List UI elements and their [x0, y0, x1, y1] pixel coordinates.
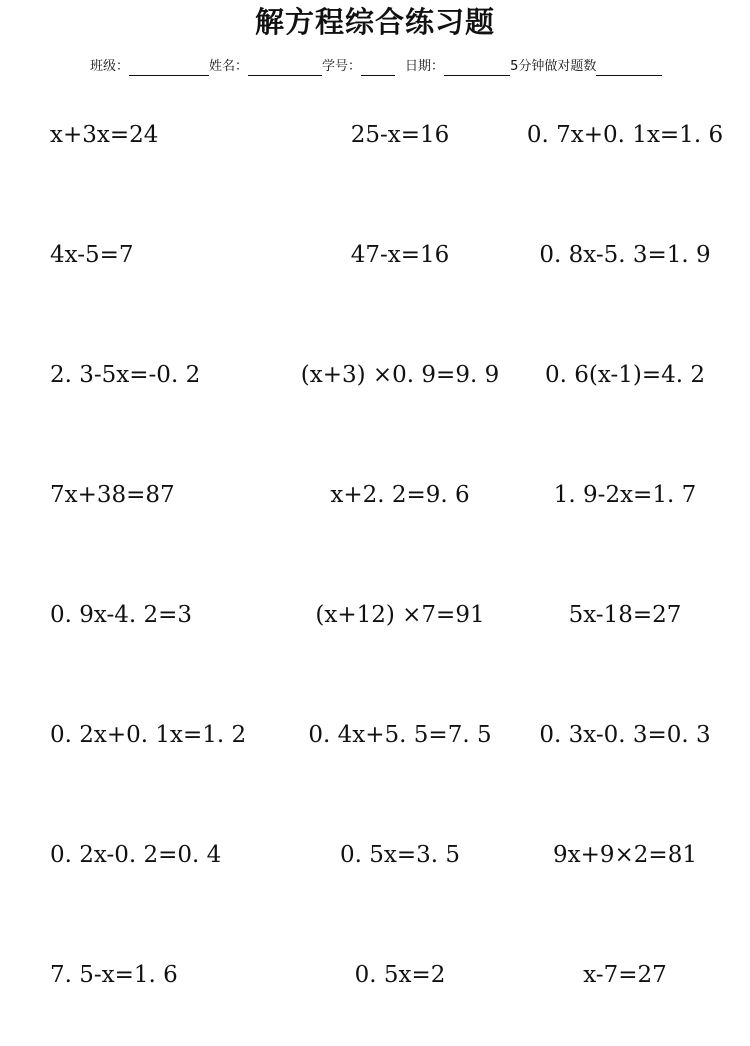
equation: 7x+38=87	[50, 482, 175, 508]
equation: 0. 6(x-1)=4. 2	[545, 362, 705, 388]
equation: 1. 9-2x=1. 7	[553, 482, 697, 508]
equation: 0. 2x-0. 2=0. 4	[50, 842, 222, 868]
equation: 0. 5x=2	[354, 962, 446, 988]
equation: 0. 3x-0. 3=0. 3	[539, 722, 711, 748]
equation-row-1	[0, 115, 750, 155]
equation-row-5	[0, 595, 750, 635]
student-number-blank[interactable]	[361, 61, 395, 76]
name-label: 姓名：	[209, 59, 249, 74]
date-blank[interactable]	[444, 61, 510, 76]
equation-row-2	[0, 235, 750, 275]
equation-row-7	[0, 835, 750, 875]
equation: 0. 4x+5. 5=7. 5	[308, 722, 492, 748]
equation: (x+3) ×0. 9=9. 9	[300, 362, 500, 388]
equation-row-8	[0, 955, 750, 995]
equation: 47-x=16	[350, 242, 450, 268]
equation: x-7=27	[583, 962, 667, 988]
equation: 5x-18=27	[568, 602, 682, 628]
equation: 0. 9x-4. 2=3	[50, 602, 193, 628]
equation: x+3x=24	[50, 122, 159, 148]
class-blank[interactable]	[129, 61, 209, 76]
student-info-line	[90, 58, 710, 78]
equation-row-4	[0, 475, 750, 515]
equation: 2. 3-5x=-0. 2	[50, 362, 201, 388]
class-label: 班级：	[90, 59, 130, 74]
equation: x+2. 2=9. 6	[330, 482, 470, 508]
score-blank[interactable]	[596, 61, 662, 76]
equation: 0. 5x=3. 5	[339, 842, 461, 868]
equation: 25-x=16	[350, 122, 450, 148]
score-label: 5分钟做对题数	[510, 59, 597, 74]
equation: 0. 8x-5. 3=1. 9	[539, 242, 711, 268]
equation: 0. 7x+0. 1x=1. 6	[526, 122, 724, 148]
equation-row-6	[0, 715, 750, 755]
worksheet-title: 解方程综合练习题	[254, 5, 495, 39]
equation: 9x+9×2=81	[553, 842, 697, 868]
equation: 0. 2x+0. 1x=1. 2	[50, 722, 247, 748]
equation: 4x-5=7	[50, 242, 134, 268]
name-blank[interactable]	[248, 61, 322, 76]
equation-row-3	[0, 355, 750, 395]
equation: 7. 5-x=1. 6	[50, 962, 178, 988]
equation: (x+12) ×7=91	[315, 602, 485, 628]
date-label: 日期：	[405, 59, 445, 74]
student-number-label: 学号：	[322, 59, 362, 74]
